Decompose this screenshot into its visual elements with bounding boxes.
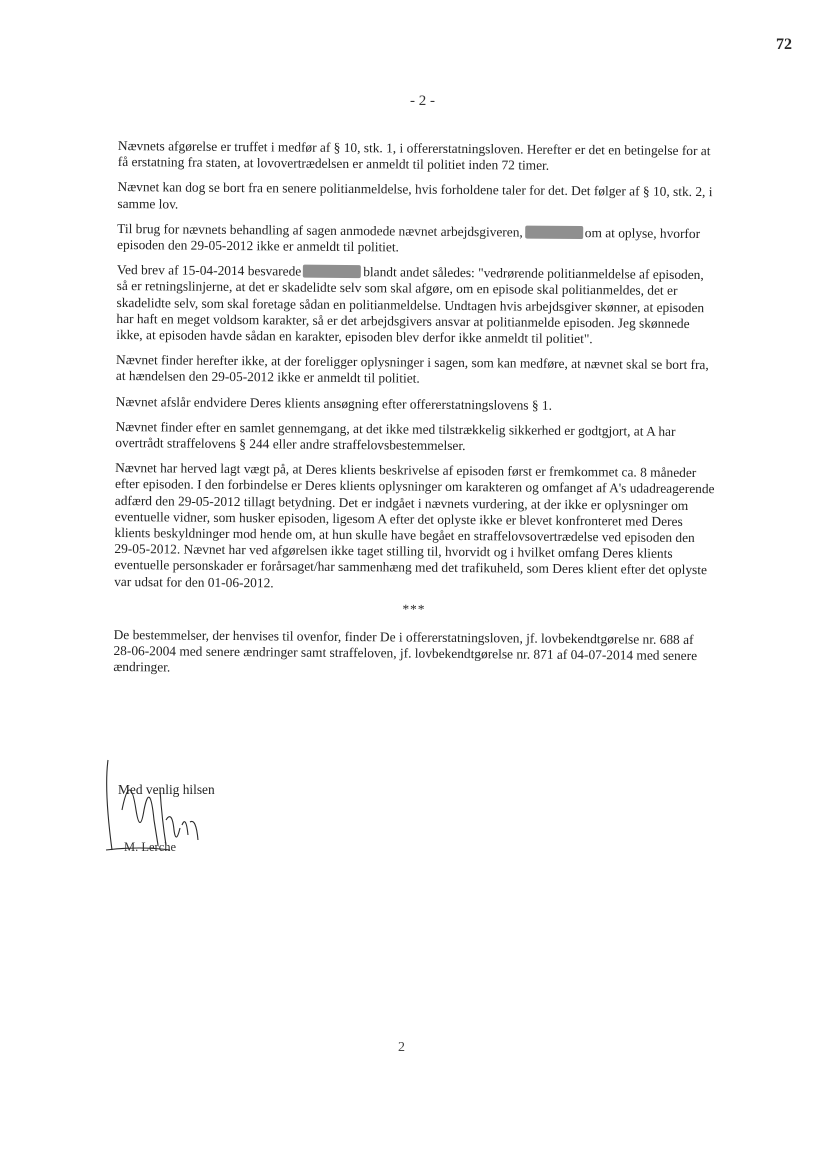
paragraph-3-after: om at oplyse, hvorfor episoden den 29-05-2012 ikke er anmeldt til politiet. xyxy=(117,224,701,255)
paragraph-4-after: blandt andet således: "vedrørende politianmeldelse af episoden, så er retningslinjerne, at det er skadelidte selv som skal afgøre, om en episode skal politianmeldes, det er skadelidte selv, som skal foretage sådan en politianmeldelse. Undtagen hvis arbejdsgiver skønner, at episoden har haft en meget voldsom karakter, så er det arbejdsgivers ansvar at politianmelde episoden. Jeg skønnede ikke, at episoden havde sådan en karakter, episoden blev derfor ikke anmeldt til politiet". xyxy=(116,264,705,347)
closing-paragraph: De bestemmelser, der henvises til ovenfor, finder De i offererstatningsloven, jf. lovbekendtgørelse nr. 688 af 28-06-2004 med senere ændringer samt straffeloven, jf. lovbekendtgørelse nr. 871 af 04-07-2014 med senere ændringer. xyxy=(113,627,698,675)
paragraph-7: Nævnet finder efter en samlet gennemgang, at det ikke med tilstrækkelig sikkerhed er godtgjort, at A har overtrådt straffelovens § 244 eller andre straffelovsbestemmelser. xyxy=(115,418,676,454)
paragraph-1: Nævnets afgørelse er truffet i medfør af § 10, stk. 1, i offererstatningsloven. Herefter er det en betingelse for at få erstatning fra staten, at lovovertrædelsen er anmeldt til politiet inden 72 timer. xyxy=(117,138,711,173)
paragraph-8: Nævnet har herved lagt vægt på, at Deres klients beskrivelse af episoden først er fremkommet ca. 8 måneder efter episoden. I den forbindelse er Deres klients oplysninger om karakteren og omfanget af A's udadreagerende adfærd den 29-05-2012 tillagt betydning. Det er indgået i nævnets vurdering, at der ikke er oplysninger om eventuelle vidner, som husker episoden, ligesom A efter det oplyste ikke er blevet konfronteret med Deres klients beskyldninger mod hende om, at hun skulle have begået en straffelovsovertrædelse ved episoden den 29-05-2012. Nævnet har ved afgørelsen ikke taget stilling til, hvorvidt og i hvilket omfang Deres klients eventuelle personskader er forårsaget/har sammenhæng med det trafikuheld, som Deres klient efter det oplyste var udsat for den 01-06-2012. xyxy=(114,460,715,591)
redaction-block xyxy=(303,265,361,279)
paragraph-5: Nævnet finder herefter ikke, at der foreligger oplysninger i sagen, som kan medføre, at nævnet skal se bort fra, at hændelsen den 29-05-2012 ikke er anmeldt til politiet. xyxy=(115,352,709,387)
section-separator: *** xyxy=(402,601,426,617)
paragraph-6: Nævnet afslår endvidere Deres klients ansøgning efter offererstatningslovens § 1. xyxy=(115,393,553,413)
sign-off: Med venlig hilsen xyxy=(118,782,215,797)
letter-body xyxy=(113,138,718,690)
paragraph-2: Nævnet kan dog se bort fra en senere politianmeldelse, hvis forholdene taler for det. Det følger af § 10, stk. 2, i samme lov. xyxy=(117,179,713,212)
paragraph-3 xyxy=(117,221,717,259)
redaction-block xyxy=(525,225,583,239)
signer-name: M. Lerche xyxy=(124,840,177,854)
paragraph-3-before: Til brug for nævnets behandling af sagen anmodede nævnet arbejdsgiveren, xyxy=(117,220,523,240)
page-number-top: 72 xyxy=(776,36,792,53)
page-number-bottom: 2 xyxy=(398,1040,405,1055)
paragraph-4-before: Ved brev af 15-04-2014 besvarede xyxy=(116,262,302,279)
paragraph-4 xyxy=(116,262,717,348)
page-marker: - 2 - xyxy=(410,93,435,109)
